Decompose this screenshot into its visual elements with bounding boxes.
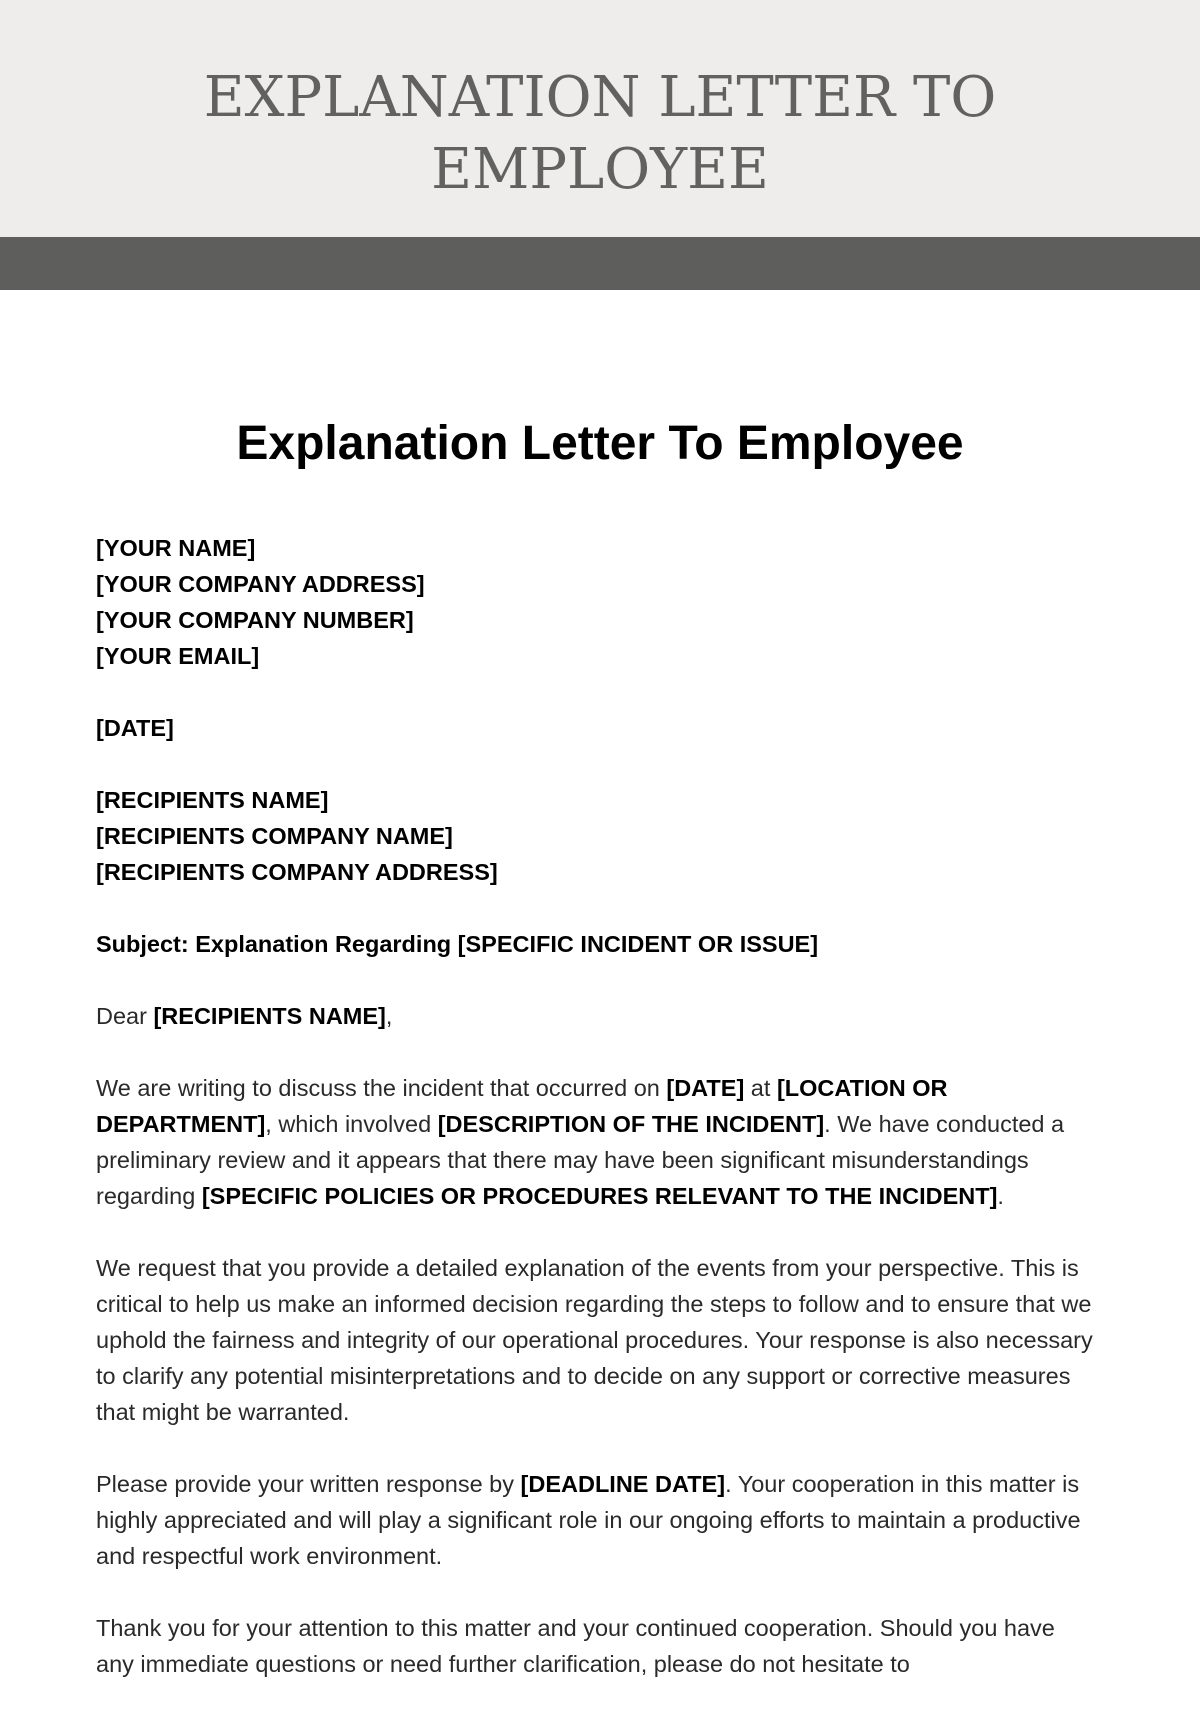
sender-email: [YOUR EMAIL]	[96, 643, 260, 669]
incident-date-placeholder: [DATE]	[666, 1075, 745, 1101]
deadline-date-placeholder: [DEADLINE DATE]	[520, 1471, 726, 1497]
sender-name: [YOUR NAME]	[96, 535, 256, 561]
paragraph-incident-text: .	[997, 1183, 1004, 1209]
subject-line: Subject: Explanation Regarding [SPECIFIC INCIDENT OR ISSUE]	[96, 931, 819, 957]
sender-address: [YOUR COMPANY ADDRESS]	[96, 571, 425, 597]
paragraph-incident	[96, 1070, 1096, 1214]
header-divider-bar	[0, 237, 1200, 290]
salutation-name: [RECIPIENTS NAME]	[153, 1003, 386, 1029]
document-heading: Explanation Letter To Employee	[236, 417, 964, 470]
recipient-company: [RECIPIENTS COMPANY NAME]	[96, 823, 453, 849]
paragraph-deadline	[96, 1466, 1096, 1574]
recipient-address: [RECIPIENTS COMPANY ADDRESS]	[96, 859, 498, 885]
paragraph-deadline-text: . Your cooperation in this matter is highly appreciated and will play a significant role in our ongoing efforts to maintain a productive and respectful work environment.	[96, 1471, 1081, 1569]
incident-policies-placeholder: [SPECIFIC POLICIES OR PROCEDURES RELEVANT TO THE INCIDENT]	[201, 1183, 998, 1209]
paragraph-request: We request that you provide a detailed explanation of the events from your perspective. This is critical to help us make an informed decision regarding the steps to follow and to ensure that we uphold the fairness and integrity of our operational procedures. Your response is also necessary to clarify any potential misinterpretations and to decide on any support or corrective measures that might be warranted.	[96, 1255, 1093, 1425]
letter-body	[96, 530, 1096, 1718]
paragraph-incident-text: We are writing to discuss the incident that occurred on	[96, 1075, 667, 1101]
paragraph-incident-text: . We have conducted a preliminary review and it appears that there may have been significant misunderstandings regarding	[96, 1111, 1065, 1209]
header-title-line-2: EMPLOYEE	[431, 137, 769, 202]
paragraph-closing: Thank you for your attention to this matter and your continued cooperation. Should you have any immediate questions or need further clarification, please do not hesitate to	[96, 1615, 1055, 1677]
letter-date: [DATE]	[96, 715, 174, 741]
header-title-line-1: EXPLANATION LETTER TO	[203, 65, 997, 130]
salutation-prefix: Dear	[96, 1003, 154, 1029]
salutation	[96, 998, 1096, 1034]
incident-location-placeholder: [LOCATION OR DEPARTMENT]	[96, 1075, 948, 1137]
sender-block	[96, 530, 1096, 674]
paragraph-deadline-text: Please provide your written response by	[96, 1471, 521, 1497]
header-title	[0, 62, 1200, 206]
sender-number: [YOUR COMPANY NUMBER]	[96, 607, 414, 633]
recipient-name: [RECIPIENTS NAME]	[96, 787, 329, 813]
recipient-block	[96, 782, 1096, 890]
salutation-suffix: ,	[385, 1003, 393, 1029]
paragraph-incident-text: , which involved	[265, 1111, 438, 1137]
incident-description-placeholder: [DESCRIPTION OF THE INCIDENT]	[437, 1111, 825, 1137]
paragraph-incident-text: at	[744, 1075, 777, 1101]
